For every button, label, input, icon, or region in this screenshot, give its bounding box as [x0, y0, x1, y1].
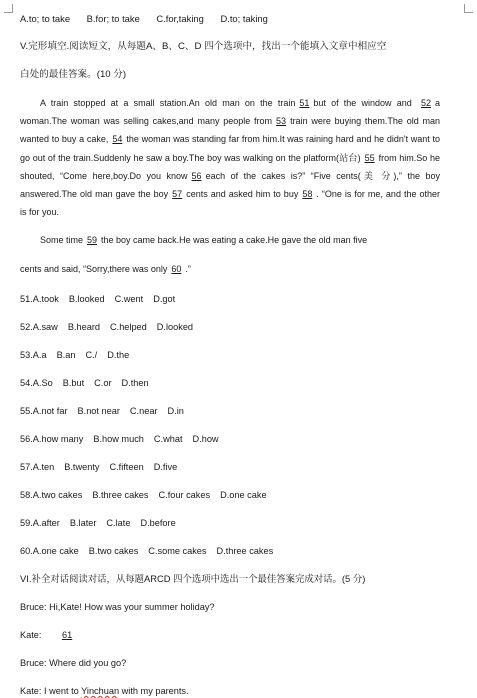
question-option: A.ten: [32, 461, 55, 472]
question-option: B.three cakes: [92, 489, 149, 500]
question-option: B.later: [69, 517, 97, 528]
question-option: B.an: [56, 349, 76, 360]
page-corner-mark-left: [4, 4, 13, 13]
question-option: C.near: [129, 405, 158, 416]
question-option: B.not near: [77, 405, 120, 416]
question-row: [20, 348, 440, 362]
question-option: C./: [85, 349, 98, 360]
question-option: D.how: [192, 433, 219, 444]
question-number: 55.: [20, 405, 33, 416]
question-number: 52.: [20, 321, 33, 332]
question-number: 57.: [20, 461, 33, 472]
question-row: [20, 432, 440, 446]
question-row: [20, 488, 440, 502]
question-option: C.or: [94, 377, 112, 388]
question-option: B.how much: [93, 433, 144, 444]
dialogue-line-3: Bruce: Where did you go?: [20, 657, 127, 668]
question-option: D.looked: [156, 321, 194, 332]
question-option: D.the: [107, 349, 130, 360]
blank-56: 56: [191, 170, 202, 181]
blank-53: 53: [276, 116, 287, 127]
question-option: A.saw: [32, 321, 58, 332]
question-option: B.heard: [67, 321, 100, 332]
section-6-title: VI.补全对话阅读对话，从每题ARCD 四个选项中选出一个最佳答案完成对话。(5 分): [20, 572, 366, 584]
question-option: A.one cake: [32, 545, 79, 556]
blank-57: 57: [172, 189, 183, 200]
question-number: 56.: [20, 433, 33, 444]
question-option: C.helped: [110, 321, 147, 332]
question-option: A.took: [32, 293, 59, 304]
question-row: [20, 404, 440, 418]
question-option: A.two cakes: [32, 489, 83, 500]
question-number: 58.: [20, 489, 33, 500]
question-number: 54.: [20, 377, 33, 388]
question-option: D.five: [153, 461, 178, 472]
question-option: D.before: [140, 517, 176, 528]
passage-paragraph-3: cents and said, “Sorry,there was only 60 .”: [20, 263, 191, 274]
dialogue-line-2: Kate: 61: [20, 628, 440, 642]
question-option: B.looked: [68, 293, 105, 304]
option-d: D.to; taking: [220, 13, 268, 24]
blank-51: 51: [299, 98, 310, 108]
question-option: D.one cake: [220, 489, 267, 500]
passage-paragraph-1: A train stopped at a small station.An old man on the train 51 but of the window and 52 a woman.The woman was selling cakes,and many people from 53 train were buying them.The old man wanted to buy a cake, 54 the woman was standing far from him.It was raining hard and he didn't want to go out of the train.Suddenly he saw a boy.The boy was walking on the platform(站台) 55 from him.So he shouted, “Come here,boy.Do you know 56 each of the cakes is?” “Five cents(美 分),” the boy answered.The old man gave the boy 57 cents and asked him to buy 58 . “One is for me, and the other is for you.: [20, 98, 441, 218]
question-row: [20, 516, 440, 530]
question-option: C.went: [114, 293, 144, 304]
question-row: [20, 460, 440, 474]
passage-paragraph-2: Some time 59 the boy came back.He was eating a cake.He gave the old man five: [40, 235, 368, 246]
blank-60: 60: [171, 263, 182, 274]
question-option: C.some cakes: [148, 545, 207, 556]
question-option: A.how many: [32, 433, 84, 444]
question-option: A.after: [32, 517, 60, 528]
question-option: D.then: [121, 377, 149, 388]
question-list: [20, 292, 440, 558]
question-option: D.three cakes: [216, 545, 274, 556]
section-5-title: V.完形填空.阅读短文，从每题A、B、C、D 四个选项中，找出一个能填入文章中相应空: [20, 41, 387, 52]
question-option: D.in: [167, 405, 184, 416]
option-c: C.for,taking: [156, 13, 204, 24]
dialogue-line-4: Kate: I went to Yinchuan with my parents.: [20, 685, 189, 696]
blank-55: 55: [364, 152, 375, 163]
question-option: B.two cakes: [88, 545, 139, 556]
blank-61: 61: [62, 629, 73, 640]
blank-52: 52: [420, 98, 431, 108]
question-number: 59.: [20, 517, 33, 528]
blank-59: 59: [87, 235, 98, 246]
question-option: A.not far: [32, 405, 68, 416]
question-number: 51.: [20, 293, 33, 304]
question-option: A.So: [32, 377, 53, 388]
blank-54: 54: [112, 134, 123, 145]
question-row: [20, 544, 440, 558]
option-a: A.to; to take: [20, 13, 71, 24]
question-row: [20, 292, 440, 306]
question-option: B.twenty: [64, 461, 100, 472]
question-option: D.got: [153, 293, 176, 304]
question-number: 60.: [20, 545, 33, 556]
question-option: C.what: [153, 433, 183, 444]
blank-58: 58: [302, 189, 313, 200]
section-5-subtitle: 白处的最佳答案。(10 分): [20, 69, 127, 80]
dialogue-line-1: Bruce: Hi,Kate! How was your summer holiday?: [20, 601, 215, 612]
question-option: C.fifteen: [109, 461, 144, 472]
question-row: [20, 320, 440, 334]
previous-question-options: [20, 12, 440, 26]
question-number: 53.: [20, 349, 33, 360]
question-option: C.late: [106, 517, 131, 528]
question-row: [20, 376, 440, 390]
page-corner-mark-right: [464, 4, 473, 13]
question-option: A.a: [32, 349, 47, 360]
question-option: B.but: [62, 377, 85, 388]
question-option: C.four cakes: [158, 489, 211, 500]
document-page: [20, 10, 440, 698]
option-b: B.for; to take: [86, 13, 140, 24]
place-name: Yinchuan: [81, 685, 120, 696]
